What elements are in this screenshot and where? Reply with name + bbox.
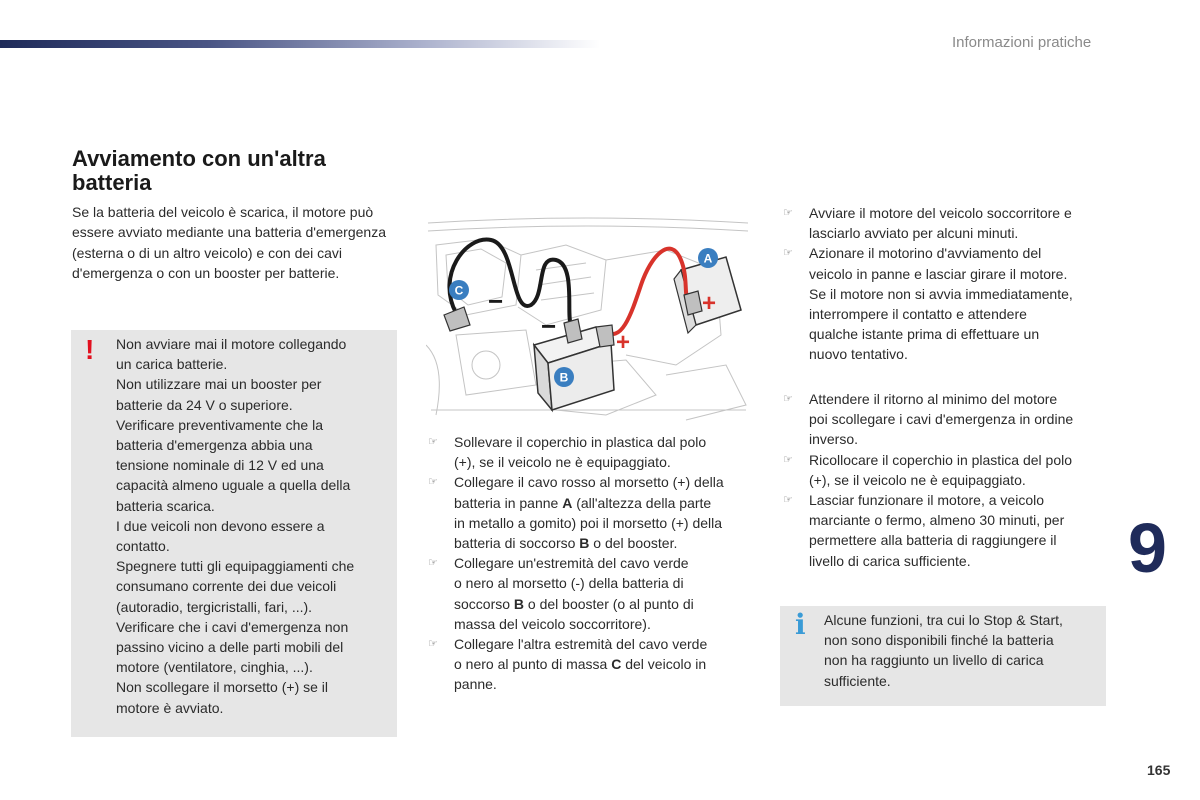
- warning-text: [116, 334, 391, 718]
- pointing-hand-icon: ☞: [428, 476, 438, 489]
- instruction-step: [426, 432, 756, 472]
- instruction-step: [426, 472, 756, 553]
- instruction-step-line: inverso.: [809, 431, 859, 448]
- instruction-step-line: massa del veicolo soccorritore).: [454, 615, 651, 632]
- instruction-step-line: livello di carica sufficiente.: [809, 552, 971, 569]
- warning-box: [71, 330, 397, 737]
- instruction-step-line: batteria in panne A (all'altezza della parte: [454, 494, 712, 511]
- badge-a-label: A: [703, 251, 713, 266]
- instruction-step: [781, 243, 1111, 364]
- pointing-hand-icon: ☞: [428, 557, 438, 570]
- info-line: sufficiente.: [824, 672, 891, 689]
- pointing-hand-icon: ☞: [783, 453, 793, 466]
- instruction-step-line: lasciarlo avviato per alcuni minuti.: [809, 225, 1019, 242]
- badge-c-label: C: [454, 283, 464, 298]
- instruction-step: [781, 490, 1111, 571]
- minus-sign-b: −: [541, 311, 557, 341]
- info-line: Alcune funzioni, tra cui lo Stop & Start,: [824, 612, 1063, 628]
- instruction-step: [781, 450, 1111, 490]
- badge-c: [449, 280, 469, 300]
- pointing-hand-icon: ☞: [428, 638, 438, 651]
- warning-line: tensione nominale di 12 V ed una: [116, 457, 324, 474]
- info-box: [780, 606, 1106, 706]
- plus-sign-a: +: [702, 290, 717, 317]
- instruction-step-line: permettere alla batteria di raggiungere il: [809, 532, 1057, 549]
- jump-start-illustration: [426, 215, 751, 423]
- header-gradient-bar: [0, 40, 600, 48]
- warning-line: Spegnere tutti gli equipaggiamenti che: [116, 558, 355, 575]
- instruction-step-line: Ricollocare il coperchio in plastica del polo: [809, 451, 1073, 468]
- instruction-step-line: (+), se il veicolo ne è equipaggiato.: [454, 454, 671, 471]
- instruction-step-line: Azionare il motorino d'avviamento del: [809, 245, 1042, 262]
- instruction-step-line: poi scollegare i cavi d'emergenza in ordine: [809, 411, 1074, 428]
- warning-line: capacità almeno uguale a quella della: [116, 477, 351, 494]
- instruction-step-line: Collegare l'altra estremità del cavo verde: [454, 636, 708, 653]
- warning-line: Non utilizzare mai un booster per: [116, 376, 322, 393]
- instruction-step-line: Attendere il ritorno al minimo del motore: [809, 391, 1058, 407]
- warning-line: Verificare che i cavi d'emergenza non: [116, 618, 349, 635]
- warning-exclamation-icon: !: [85, 334, 95, 365]
- warning-line: consumano corrente dei due veicoli: [116, 578, 337, 595]
- instruction-step-line: o nero al morsetto (-) della batteria di: [454, 575, 684, 592]
- chapter-number: 9: [1128, 509, 1167, 587]
- badge-b-label: B: [559, 370, 569, 385]
- instruction-step-line: interrompere il contatto e attendere: [809, 306, 1027, 323]
- instruction-step-line: Sollevare il coperchio in plastica dal polo: [454, 434, 707, 450]
- info-i-icon: i: [795, 608, 806, 641]
- info-text: [824, 610, 1099, 691]
- instruction-step-line: qualche istante prima di effettuare un: [809, 326, 1040, 343]
- steps-right-bottom: [781, 389, 1111, 571]
- badge-b: [554, 367, 574, 387]
- warning-line: Verificare preventivamente che la: [116, 416, 323, 433]
- pointing-hand-icon: ☞: [428, 436, 438, 448]
- instruction-step-line: panne.: [454, 676, 497, 693]
- instruction-step-line: Lasciar funzionare il motore, a veicolo: [809, 492, 1045, 509]
- instruction-step: [426, 553, 756, 634]
- instruction-step-line: Collegare il cavo rosso al morsetto (+) della: [454, 474, 724, 491]
- instruction-step-line: Collegare un'estremità del cavo verde: [454, 555, 689, 572]
- steps-middle: [426, 432, 756, 695]
- warning-line: motore è avviato.: [116, 699, 224, 716]
- instruction-step-line: nuovo tentativo.: [809, 346, 908, 363]
- instruction-step-line: marciante o fermo, almeno 30 minuti, per: [809, 512, 1065, 529]
- pointing-hand-icon: ☞: [783, 247, 793, 260]
- instruction-step: [781, 203, 1111, 243]
- pointing-hand-icon: ☞: [783, 207, 793, 219]
- info-line: non sono disponibili finché la batteria: [824, 632, 1054, 649]
- warning-line: Non avviare mai il motore collegando: [116, 336, 347, 352]
- info-line: non ha raggiunto un livello di carica: [824, 652, 1044, 669]
- instruction-step-line: soccorso B o del booster (o al punto di: [454, 595, 694, 612]
- instruction-step-line: batteria di soccorso B o del booster.: [454, 535, 678, 552]
- warning-line: passino vicino a delle parti mobili del: [116, 639, 344, 656]
- instruction-step-line: in metallo a gomito) poi il morsetto (+) della: [454, 514, 723, 531]
- steps-right-top: [781, 203, 1111, 365]
- warning-line: Non scollegare il morsetto (+) se il: [116, 679, 329, 696]
- warning-line: un carica batterie.: [116, 356, 228, 373]
- instruction-step: [781, 389, 1111, 450]
- instruction-step-line: Se il motore non si avvia immediatamente,: [809, 285, 1073, 302]
- section-label: Informazioni pratiche: [952, 34, 1092, 51]
- warning-line: I due veicoli non devono essere a: [116, 517, 325, 534]
- warning-line: (autoradio, tergicristalli, fari, ...).: [116, 598, 313, 615]
- instruction-step-line: (+), se il veicolo ne è equipaggiato.: [809, 471, 1026, 488]
- pointing-hand-icon: ☞: [783, 393, 793, 405]
- page-title: Avviamento con un'altra batteria: [72, 146, 326, 195]
- intro-paragraph: Se la batteria del veicolo è scarica, il motore può essere avviato mediante una batteria d'emergenza (esterna o di un altro veicolo) e con dei cavi d'emergenza o con un booster per batterie.: [72, 204, 386, 281]
- warning-line: batteria d'emergenza abbia una: [116, 437, 313, 454]
- instruction-step-line: veicolo in panne e lasciar girare il motore.: [809, 265, 1068, 282]
- warning-line: motore (ventilatore, cinghia, ...).: [116, 659, 313, 676]
- pointing-hand-icon: ☞: [783, 494, 793, 507]
- warning-line: batterie da 24 V o superiore.: [116, 396, 293, 413]
- instruction-step: [426, 634, 756, 695]
- warning-line: contatto.: [116, 538, 170, 555]
- badge-a: [698, 248, 718, 268]
- warning-line: batteria scarica.: [116, 497, 215, 514]
- plus-sign-b: +: [616, 329, 631, 356]
- instruction-step-line: Avviare il motore del veicolo soccorritore e: [809, 205, 1072, 221]
- instruction-step-line: o nero al punto di massa C del veicolo in: [454, 656, 707, 673]
- page-number: 165: [1147, 762, 1171, 778]
- minus-sign-c: −: [488, 286, 504, 316]
